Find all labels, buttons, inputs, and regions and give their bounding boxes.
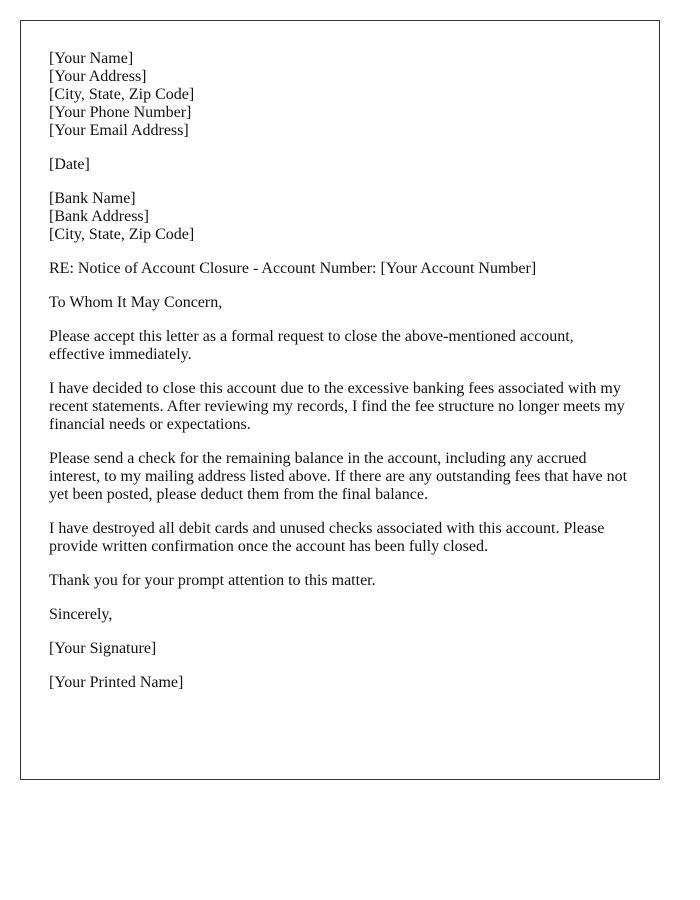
sender-phone: [Your Phone Number] xyxy=(49,104,192,121)
recipient-block xyxy=(49,190,631,244)
letter-date: [Date] xyxy=(49,156,90,173)
body-paragraph-thanks: Thank you for your prompt attention to this matter. xyxy=(49,572,376,589)
body-paragraph-cards: I have destroyed all debit cards and unused checks associated with this account. Please provide written confirmation once the account has been fully closed. xyxy=(49,520,605,555)
date-block xyxy=(49,156,631,174)
signature: [Your Signature] xyxy=(49,640,157,657)
recipient-bank-address: [Bank Address] xyxy=(49,208,149,225)
sender-block xyxy=(49,50,631,140)
sender-city-state-zip: [City, State, Zip Code] xyxy=(49,86,195,103)
printed-name: [Your Printed Name] xyxy=(49,674,184,691)
closing: Sincerely, xyxy=(49,606,113,623)
body-paragraph-balance: Please send a check for the remaining balance in the account, including any accrued interest, to my mailing address listed above. If there are any outstanding fees that have not yet been posted, please deduct them from the final balance. xyxy=(49,450,628,503)
subject-line: RE: Notice of Account Closure - Account Number: [Your Account Number] xyxy=(49,260,537,277)
recipient-city-state-zip: [City, State, Zip Code] xyxy=(49,226,195,243)
sender-email: [Your Email Address] xyxy=(49,122,189,139)
body-paragraph-reason: I have decided to close this account due to the excessive banking fees associated with my recent statements. After reviewing my records, I find the fee structure no longer meets my financial needs or expectations. xyxy=(49,380,625,433)
sender-name: [Your Name] xyxy=(49,50,134,67)
body-paragraph-request: Please accept this letter as a formal request to close the above-mentioned account, effective immediately. xyxy=(49,328,574,363)
salutation: To Whom It May Concern, xyxy=(49,294,223,311)
recipient-bank-name: [Bank Name] xyxy=(49,190,136,207)
letter-document xyxy=(20,20,660,780)
sender-address: [Your Address] xyxy=(49,68,147,85)
